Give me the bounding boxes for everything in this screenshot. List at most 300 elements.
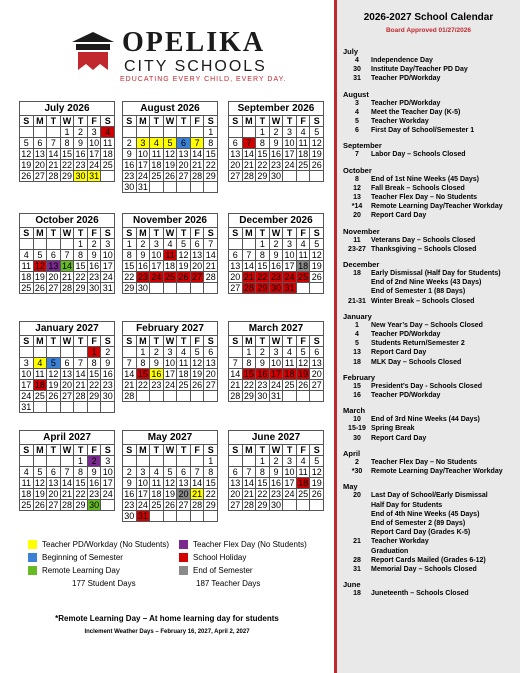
day-cell: 11 bbox=[101, 138, 115, 149]
day-cell: 8 bbox=[88, 358, 102, 369]
month-calendar bbox=[19, 430, 115, 511]
day-cell: 4 bbox=[164, 239, 178, 250]
day-cell: 1 bbox=[204, 456, 218, 467]
day-cell: 28 bbox=[191, 171, 205, 182]
day-cell: 13 bbox=[47, 261, 61, 272]
blue-swatch bbox=[28, 553, 37, 562]
empty-day-cell bbox=[191, 456, 205, 467]
day-cell: 21 bbox=[74, 380, 88, 391]
weekday-header: F bbox=[88, 336, 102, 347]
day-cell: 18 bbox=[297, 478, 311, 489]
day-cell: 30 bbox=[256, 391, 270, 402]
day-cell: 31 bbox=[137, 182, 151, 193]
day-cell: 7 bbox=[191, 467, 205, 478]
event-row bbox=[343, 193, 519, 202]
weekday-header: T bbox=[150, 336, 164, 347]
day-cell: 15 bbox=[204, 478, 218, 489]
weekday-header: W bbox=[164, 445, 178, 456]
event-date: 31 bbox=[353, 75, 361, 83]
event-text: First Day of School/Semester 1 bbox=[371, 127, 475, 135]
day-cell: 20 bbox=[191, 261, 205, 272]
day-cell: 3 bbox=[270, 347, 284, 358]
day-cell: 19 bbox=[20, 160, 34, 171]
event-row bbox=[343, 126, 519, 135]
day-cell: 3 bbox=[150, 239, 164, 250]
day-cell: 26 bbox=[20, 171, 34, 182]
day-cell: 6 bbox=[310, 347, 324, 358]
event-row bbox=[343, 547, 519, 556]
day-cell: 26 bbox=[34, 283, 48, 294]
day-cell: 19 bbox=[310, 261, 324, 272]
empty-day-cell bbox=[137, 127, 151, 138]
day-cell: 31 bbox=[283, 283, 297, 294]
empty-day-cell bbox=[229, 347, 243, 358]
day-cell: 30 bbox=[270, 500, 284, 511]
day-cell: 8 bbox=[256, 138, 270, 149]
event-month-heading: June bbox=[343, 580, 361, 590]
day-cell: 27 bbox=[177, 500, 191, 511]
day-cell: 4 bbox=[283, 347, 297, 358]
day-cell: 9 bbox=[270, 250, 284, 261]
month-calendar bbox=[228, 321, 324, 402]
day-cell: 8 bbox=[256, 467, 270, 478]
day-cell: 5 bbox=[34, 250, 48, 261]
empty-day-cell bbox=[74, 402, 88, 413]
empty-day-cell bbox=[297, 500, 311, 511]
weekday-header: S bbox=[204, 116, 218, 127]
event-row bbox=[343, 287, 519, 296]
empty-day-cell bbox=[61, 402, 75, 413]
day-cell: 9 bbox=[74, 138, 88, 149]
day-cell: 28 bbox=[47, 171, 61, 182]
weekday-header: S bbox=[229, 445, 243, 456]
month-grid bbox=[19, 115, 115, 182]
weekday-header: T bbox=[256, 445, 270, 456]
weekday-header: T bbox=[283, 116, 297, 127]
day-cell: 28 bbox=[61, 500, 75, 511]
inclement-weather-note: Inclement Weather Days – February 16, 2027, April 2, 2027 bbox=[84, 629, 250, 635]
weekday-header: S bbox=[20, 336, 34, 347]
weekday-header: S bbox=[20, 445, 34, 456]
weekday-header: S bbox=[229, 116, 243, 127]
weekday-header: T bbox=[150, 228, 164, 239]
event-text: MLK Day – Schools Closed bbox=[371, 358, 462, 366]
day-cell: 5 bbox=[191, 347, 205, 358]
day-cell: 29 bbox=[256, 171, 270, 182]
event-date: 30 bbox=[353, 66, 361, 74]
day-cell: 14 bbox=[191, 478, 205, 489]
month-grid bbox=[19, 227, 115, 294]
event-month-heading: February bbox=[343, 372, 376, 382]
day-cell: 20 bbox=[34, 160, 48, 171]
day-cell: 4 bbox=[150, 138, 164, 149]
day-cell: 9 bbox=[88, 467, 102, 478]
day-cell: 28 bbox=[74, 391, 88, 402]
weekday-header: F bbox=[191, 228, 205, 239]
day-cell: 24 bbox=[88, 160, 102, 171]
day-cell: 18 bbox=[297, 261, 311, 272]
day-cell: 23 bbox=[123, 171, 137, 182]
day-cell: 11 bbox=[150, 478, 164, 489]
weekday-header: S bbox=[101, 228, 115, 239]
day-cell: 5 bbox=[310, 456, 324, 467]
day-cell: 26 bbox=[47, 391, 61, 402]
day-cell: 8 bbox=[243, 358, 257, 369]
weekday-header: T bbox=[150, 116, 164, 127]
empty-day-cell bbox=[34, 402, 48, 413]
day-cell: 14 bbox=[243, 478, 257, 489]
day-cell: 14 bbox=[74, 369, 88, 380]
day-cell: 21 bbox=[243, 160, 257, 171]
empty-day-cell bbox=[297, 283, 311, 294]
empty-day-cell bbox=[283, 171, 297, 182]
day-cell: 23 bbox=[123, 500, 137, 511]
event-row bbox=[343, 150, 519, 159]
day-cell: 23 bbox=[74, 160, 88, 171]
day-cell: 14 bbox=[123, 369, 137, 380]
day-cell: 3 bbox=[137, 138, 151, 149]
day-cell: 11 bbox=[297, 138, 311, 149]
day-cell: 21 bbox=[191, 489, 205, 500]
weekday-header: M bbox=[34, 116, 48, 127]
day-cell: 29 bbox=[256, 283, 270, 294]
day-cell: 4 bbox=[150, 467, 164, 478]
month-calendar bbox=[122, 430, 218, 522]
day-cell: 7 bbox=[74, 358, 88, 369]
empty-day-cell bbox=[164, 182, 178, 193]
day-cell: 19 bbox=[164, 489, 178, 500]
empty-day-cell bbox=[47, 347, 61, 358]
day-cell: 29 bbox=[123, 283, 137, 294]
weekday-header: S bbox=[310, 336, 324, 347]
event-date bbox=[343, 547, 371, 556]
empty-day-cell bbox=[243, 239, 257, 250]
day-cell: 19 bbox=[310, 149, 324, 160]
day-cell: 6 bbox=[47, 250, 61, 261]
weekday-header: T bbox=[177, 228, 191, 239]
day-cell: 8 bbox=[204, 138, 218, 149]
events-panel bbox=[334, 0, 520, 673]
day-cell: 31 bbox=[270, 391, 284, 402]
legend-label: Teacher PD/Workday (No Students) bbox=[42, 540, 170, 549]
day-cell: 11 bbox=[297, 467, 311, 478]
empty-day-cell bbox=[164, 127, 178, 138]
day-cell: 3 bbox=[283, 239, 297, 250]
day-cell: 25 bbox=[150, 500, 164, 511]
day-cell: 17 bbox=[150, 261, 164, 272]
day-cell: 24 bbox=[283, 160, 297, 171]
event-text: Students Return/Semester 2 bbox=[371, 340, 465, 348]
event-row bbox=[343, 269, 519, 278]
event-text: Labor Day – Schools Closed bbox=[371, 151, 466, 159]
day-cell: 20 bbox=[47, 489, 61, 500]
empty-day-cell bbox=[204, 391, 218, 402]
day-cell: 6 bbox=[177, 467, 191, 478]
day-cell: 24 bbox=[270, 380, 284, 391]
day-cell: 11 bbox=[150, 149, 164, 160]
event-row bbox=[343, 358, 519, 367]
day-cell: 16 bbox=[270, 478, 284, 489]
legend-label: Teacher Flex Day (No Students) bbox=[193, 540, 307, 549]
day-cell: 20 bbox=[177, 489, 191, 500]
legend-student-days: 177 Student Days bbox=[72, 579, 136, 588]
day-cell: 10 bbox=[283, 250, 297, 261]
event-date: 31 bbox=[353, 565, 361, 573]
empty-day-cell bbox=[20, 347, 34, 358]
events-list bbox=[343, 41, 519, 598]
day-cell: 9 bbox=[88, 250, 102, 261]
day-cell: 7 bbox=[61, 250, 75, 261]
weekday-header: T bbox=[47, 228, 61, 239]
day-cell: 11 bbox=[283, 358, 297, 369]
day-cell: 17 bbox=[164, 369, 178, 380]
month-title: December 2026 bbox=[228, 213, 324, 227]
event-text: Half Day for Students bbox=[371, 501, 443, 509]
event-date: 5 bbox=[355, 118, 359, 126]
event-date: 13 bbox=[353, 194, 361, 202]
empty-day-cell bbox=[310, 500, 324, 511]
event-text: Independence Day bbox=[371, 57, 433, 64]
day-cell: 25 bbox=[150, 171, 164, 182]
day-cell: 16 bbox=[137, 261, 151, 272]
event-date bbox=[343, 287, 371, 296]
weekday-header: M bbox=[243, 228, 257, 239]
month-calendar bbox=[228, 101, 324, 182]
weekday-header: F bbox=[297, 116, 311, 127]
empty-day-cell bbox=[297, 391, 311, 402]
weekday-header: T bbox=[47, 336, 61, 347]
day-cell: 19 bbox=[34, 272, 48, 283]
day-cell: 31 bbox=[20, 402, 34, 413]
empty-day-cell bbox=[150, 182, 164, 193]
weekday-header: S bbox=[123, 116, 137, 127]
weekday-header: M bbox=[34, 445, 48, 456]
day-cell: 10 bbox=[164, 358, 178, 369]
day-cell: 23 bbox=[150, 380, 164, 391]
day-cell: 4 bbox=[101, 127, 115, 138]
day-cell: 6 bbox=[229, 138, 243, 149]
day-cell: 10 bbox=[150, 250, 164, 261]
day-cell: 5 bbox=[20, 138, 34, 149]
day-cell: 20 bbox=[310, 369, 324, 380]
weekday-header: F bbox=[88, 228, 102, 239]
day-cell: 24 bbox=[20, 391, 34, 402]
empty-day-cell bbox=[150, 456, 164, 467]
event-row bbox=[343, 202, 519, 211]
day-cell: 11 bbox=[20, 478, 34, 489]
day-cell: 21 bbox=[61, 489, 75, 500]
month-calendar bbox=[228, 430, 324, 511]
day-cell: 2 bbox=[101, 347, 115, 358]
month-calendar bbox=[228, 213, 324, 294]
day-cell: 2 bbox=[137, 239, 151, 250]
weekday-header: T bbox=[177, 116, 191, 127]
weekday-header: T bbox=[150, 445, 164, 456]
event-row bbox=[343, 528, 519, 537]
day-cell: 19 bbox=[191, 369, 205, 380]
event-date: 4 bbox=[355, 57, 359, 64]
weekday-header: F bbox=[88, 445, 102, 456]
yellow-swatch bbox=[28, 540, 37, 549]
event-month-heading: September bbox=[343, 141, 382, 151]
day-cell: 28 bbox=[123, 391, 137, 402]
day-cell: 6 bbox=[229, 250, 243, 261]
day-cell: 7 bbox=[243, 467, 257, 478]
month-grid bbox=[122, 227, 218, 294]
day-cell: 3 bbox=[283, 456, 297, 467]
day-cell: 6 bbox=[204, 347, 218, 358]
day-cell: 19 bbox=[177, 261, 191, 272]
event-row bbox=[343, 467, 519, 476]
day-cell: 28 bbox=[243, 500, 257, 511]
day-cell: 16 bbox=[150, 369, 164, 380]
day-cell: 9 bbox=[123, 478, 137, 489]
day-cell: 21 bbox=[229, 380, 243, 391]
empty-day-cell bbox=[229, 127, 243, 138]
day-cell: 2 bbox=[270, 456, 284, 467]
event-text: End of 2nd Nine Weeks (43 Days) bbox=[371, 279, 482, 287]
day-cell: 30 bbox=[270, 283, 284, 294]
day-cell: 24 bbox=[137, 500, 151, 511]
day-cell: 23 bbox=[101, 380, 115, 391]
empty-day-cell bbox=[88, 402, 102, 413]
day-cell: 1 bbox=[137, 347, 151, 358]
day-cell: 2 bbox=[123, 138, 137, 149]
weekday-header: T bbox=[74, 445, 88, 456]
day-cell: 10 bbox=[270, 358, 284, 369]
day-cell: 15 bbox=[204, 149, 218, 160]
day-cell: 10 bbox=[88, 138, 102, 149]
legend-label: School Holiday bbox=[193, 553, 247, 562]
empty-day-cell bbox=[164, 391, 178, 402]
event-row bbox=[343, 501, 519, 510]
weekday-header: T bbox=[256, 228, 270, 239]
event-date: 30 bbox=[353, 434, 361, 442]
day-cell: 19 bbox=[297, 369, 311, 380]
day-cell: 12 bbox=[310, 138, 324, 149]
event-date: 4 bbox=[355, 108, 359, 116]
empty-day-cell bbox=[283, 391, 297, 402]
day-cell: 24 bbox=[164, 380, 178, 391]
event-text: End of 4th Nine Weeks (45 Days) bbox=[371, 510, 480, 518]
day-cell: 16 bbox=[88, 478, 102, 489]
day-cell: 3 bbox=[283, 127, 297, 138]
event-date: 16 bbox=[353, 392, 361, 400]
empty-day-cell bbox=[150, 511, 164, 522]
day-cell: 30 bbox=[101, 391, 115, 402]
day-cell: 16 bbox=[88, 261, 102, 272]
event-text: Veterans Day – Schools Closed bbox=[371, 236, 476, 244]
day-cell: 7 bbox=[191, 138, 205, 149]
event-row bbox=[343, 348, 519, 357]
day-cell: 10 bbox=[137, 149, 151, 160]
event-month-heading: March bbox=[343, 406, 366, 416]
weekday-header: S bbox=[204, 228, 218, 239]
day-cell: 17 bbox=[88, 149, 102, 160]
day-cell: 9 bbox=[123, 149, 137, 160]
weekday-header: S bbox=[123, 336, 137, 347]
day-cell: 27 bbox=[47, 500, 61, 511]
day-cell: 22 bbox=[256, 489, 270, 500]
event-date bbox=[343, 528, 371, 537]
day-cell: 12 bbox=[310, 250, 324, 261]
day-cell: 24 bbox=[137, 171, 151, 182]
schoolhouse-logo-icon bbox=[70, 30, 116, 76]
day-cell: 13 bbox=[34, 149, 48, 160]
day-cell: 31 bbox=[88, 171, 102, 182]
opelika-logo bbox=[70, 27, 287, 88]
weekday-header: M bbox=[243, 336, 257, 347]
event-date bbox=[343, 278, 371, 287]
month-title: February 2027 bbox=[122, 321, 218, 335]
empty-day-cell bbox=[191, 283, 205, 294]
event-row bbox=[343, 565, 519, 574]
empty-day-cell bbox=[47, 402, 61, 413]
empty-day-cell bbox=[177, 391, 191, 402]
day-cell: 29 bbox=[74, 283, 88, 294]
event-date: 20 bbox=[353, 212, 361, 220]
event-date: 11 bbox=[353, 236, 361, 244]
event-text: End of Semester 1 (88 Days) bbox=[371, 288, 466, 296]
day-cell: 4 bbox=[34, 358, 48, 369]
day-cell: 20 bbox=[47, 272, 61, 283]
weekday-header: T bbox=[74, 116, 88, 127]
day-cell: 19 bbox=[47, 380, 61, 391]
day-cell: 28 bbox=[61, 283, 75, 294]
weekday-header: T bbox=[256, 336, 270, 347]
logo-title: OPELIKA bbox=[122, 27, 266, 58]
empty-day-cell bbox=[123, 127, 137, 138]
empty-day-cell bbox=[164, 456, 178, 467]
day-cell: 15 bbox=[256, 478, 270, 489]
weekday-header: F bbox=[297, 445, 311, 456]
day-cell: 27 bbox=[177, 171, 191, 182]
month-grid bbox=[19, 444, 115, 511]
logo-subtitle: CITY SCHOOLS bbox=[124, 58, 267, 75]
month-grid bbox=[122, 115, 218, 193]
event-date: 8 bbox=[355, 175, 359, 183]
day-cell: 2 bbox=[123, 467, 137, 478]
empty-day-cell bbox=[74, 347, 88, 358]
event-text: President’s Day - Schools Closed bbox=[371, 382, 482, 390]
event-row bbox=[343, 330, 519, 339]
day-cell: 25 bbox=[20, 283, 34, 294]
empty-day-cell bbox=[164, 283, 178, 294]
event-row bbox=[343, 175, 519, 184]
weekday-header: S bbox=[204, 336, 218, 347]
weekday-header: M bbox=[34, 336, 48, 347]
empty-day-cell bbox=[47, 127, 61, 138]
day-cell: 13 bbox=[177, 478, 191, 489]
day-cell: 23 bbox=[270, 272, 284, 283]
event-row bbox=[343, 65, 519, 74]
day-cell: 27 bbox=[310, 380, 324, 391]
day-cell: 13 bbox=[229, 261, 243, 272]
event-text: Institute Day/Teacher PD Day bbox=[371, 66, 468, 74]
weekday-header: S bbox=[229, 228, 243, 239]
day-cell: 9 bbox=[256, 358, 270, 369]
event-text: New Year’s Day – Schools Closed bbox=[371, 321, 483, 329]
month-grid bbox=[228, 115, 324, 182]
day-cell: 8 bbox=[74, 467, 88, 478]
day-cell: 10 bbox=[283, 467, 297, 478]
day-cell: 11 bbox=[20, 261, 34, 272]
weekday-header: W bbox=[270, 336, 284, 347]
day-cell: 12 bbox=[47, 369, 61, 380]
empty-day-cell bbox=[204, 182, 218, 193]
weekday-header: S bbox=[310, 228, 324, 239]
day-cell: 7 bbox=[61, 467, 75, 478]
